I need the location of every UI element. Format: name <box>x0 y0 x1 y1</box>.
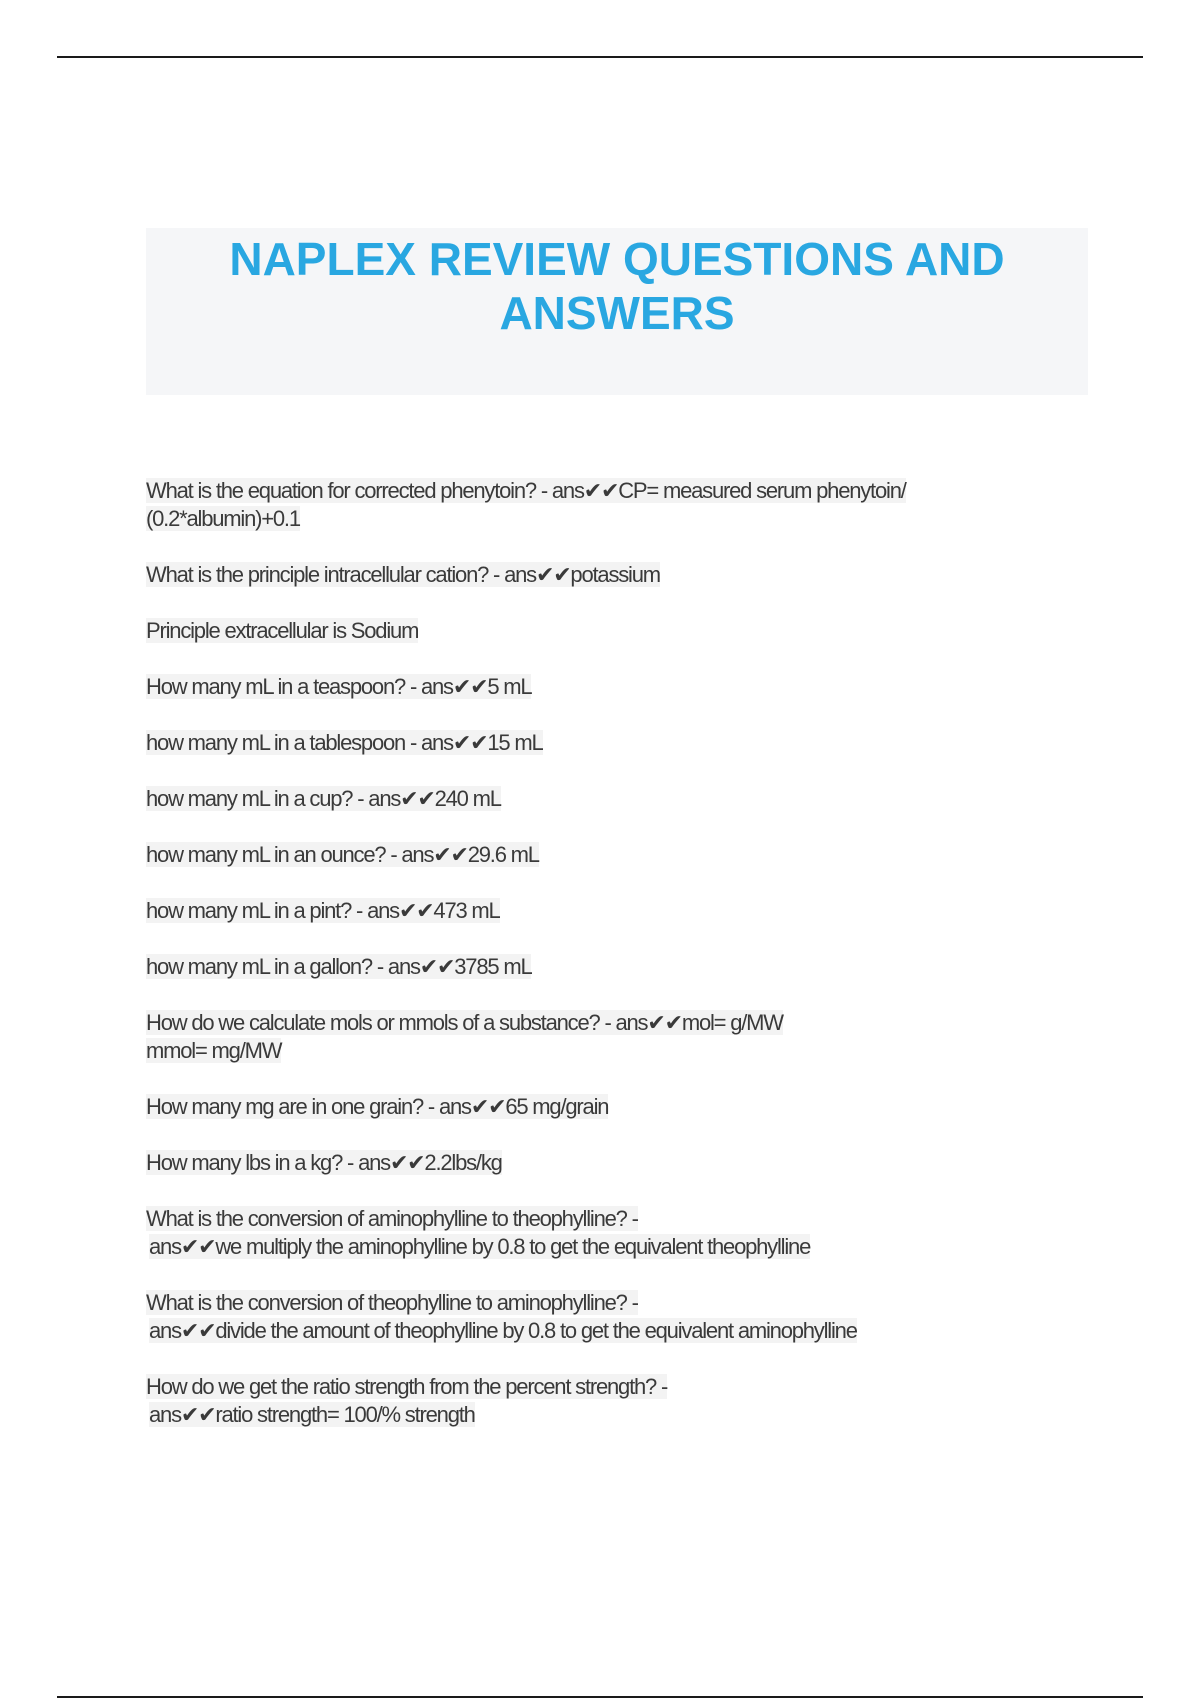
qa-item <box>146 1009 1086 1065</box>
qa-line: mmol= mg/MW <box>146 1038 282 1063</box>
qa-item <box>146 841 1086 869</box>
qa-line: How do we get the ratio strength from the percent strength? - <box>146 1374 668 1399</box>
qa-line: how many mL in a gallon? - ans✔✔3785 mL <box>146 954 532 979</box>
qa-line: How do we calculate mols or mmols of a substance? - ans✔✔mol= g/MW <box>146 1010 783 1035</box>
qa-line: how many mL in a cup? - ans✔✔240 mL <box>146 786 501 811</box>
qa-line: How many mg are in one grain? - ans✔✔65 mg/grain <box>146 1094 609 1119</box>
qa-line: What is the principle intracellular cation? - ans✔✔potassium <box>146 562 660 587</box>
qa-line: how many mL in an ounce? - ans✔✔29.6 mL <box>146 842 539 867</box>
qa-line: What is the equation for corrected phenytoin? - ans✔✔CP= measured serum phenytoin/ <box>146 478 906 503</box>
qa-line: (0.2*albumin)+0.1 <box>146 506 300 531</box>
qa-item <box>146 729 1086 757</box>
qa-item <box>146 1205 1086 1261</box>
qa-item <box>146 617 1086 645</box>
qa-item <box>146 1149 1086 1177</box>
document-title <box>146 228 1088 340</box>
qa-line: ans✔✔divide the amount of theophylline by 0.8 to get the equivalent aminophylline <box>149 1318 857 1343</box>
qa-item <box>146 953 1086 981</box>
title-line-2: ANSWERS <box>499 287 735 339</box>
qa-item <box>146 1289 1086 1345</box>
qa-line: ans✔✔we multiply the aminophylline by 0.8 to get the equivalent theophylline <box>149 1234 811 1259</box>
qa-item <box>146 1373 1086 1429</box>
title-line-1: NAPLEX REVIEW QUESTIONS AND <box>229 233 1005 285</box>
qa-line: What is the conversion of aminophylline to theophylline? - <box>146 1206 638 1231</box>
qa-line: ans✔✔ratio strength= 100/% strength <box>149 1402 475 1427</box>
bottom-rule <box>57 1696 1143 1698</box>
qa-line: How many lbs in a kg? - ans✔✔2.2lbs/kg <box>146 1150 502 1175</box>
qa-line: How many mL in a teaspoon? - ans✔✔5 mL <box>146 674 532 699</box>
qa-line: how many mL in a pint? - ans✔✔473 mL <box>146 898 500 923</box>
qa-item <box>146 561 1086 589</box>
qa-item <box>146 897 1086 925</box>
qa-line: What is the conversion of theophylline to aminophylline? - <box>146 1290 638 1315</box>
qa-line: Principle extracellular is Sodium <box>146 618 419 643</box>
qa-item <box>146 785 1086 813</box>
qa-line: how many mL in a tablespoon - ans✔✔15 mL <box>146 730 543 755</box>
qa-list <box>146 477 1086 1457</box>
qa-item <box>146 1093 1086 1121</box>
qa-item <box>146 477 1086 533</box>
top-rule <box>57 56 1143 58</box>
title-banner <box>146 228 1088 395</box>
qa-item <box>146 673 1086 701</box>
